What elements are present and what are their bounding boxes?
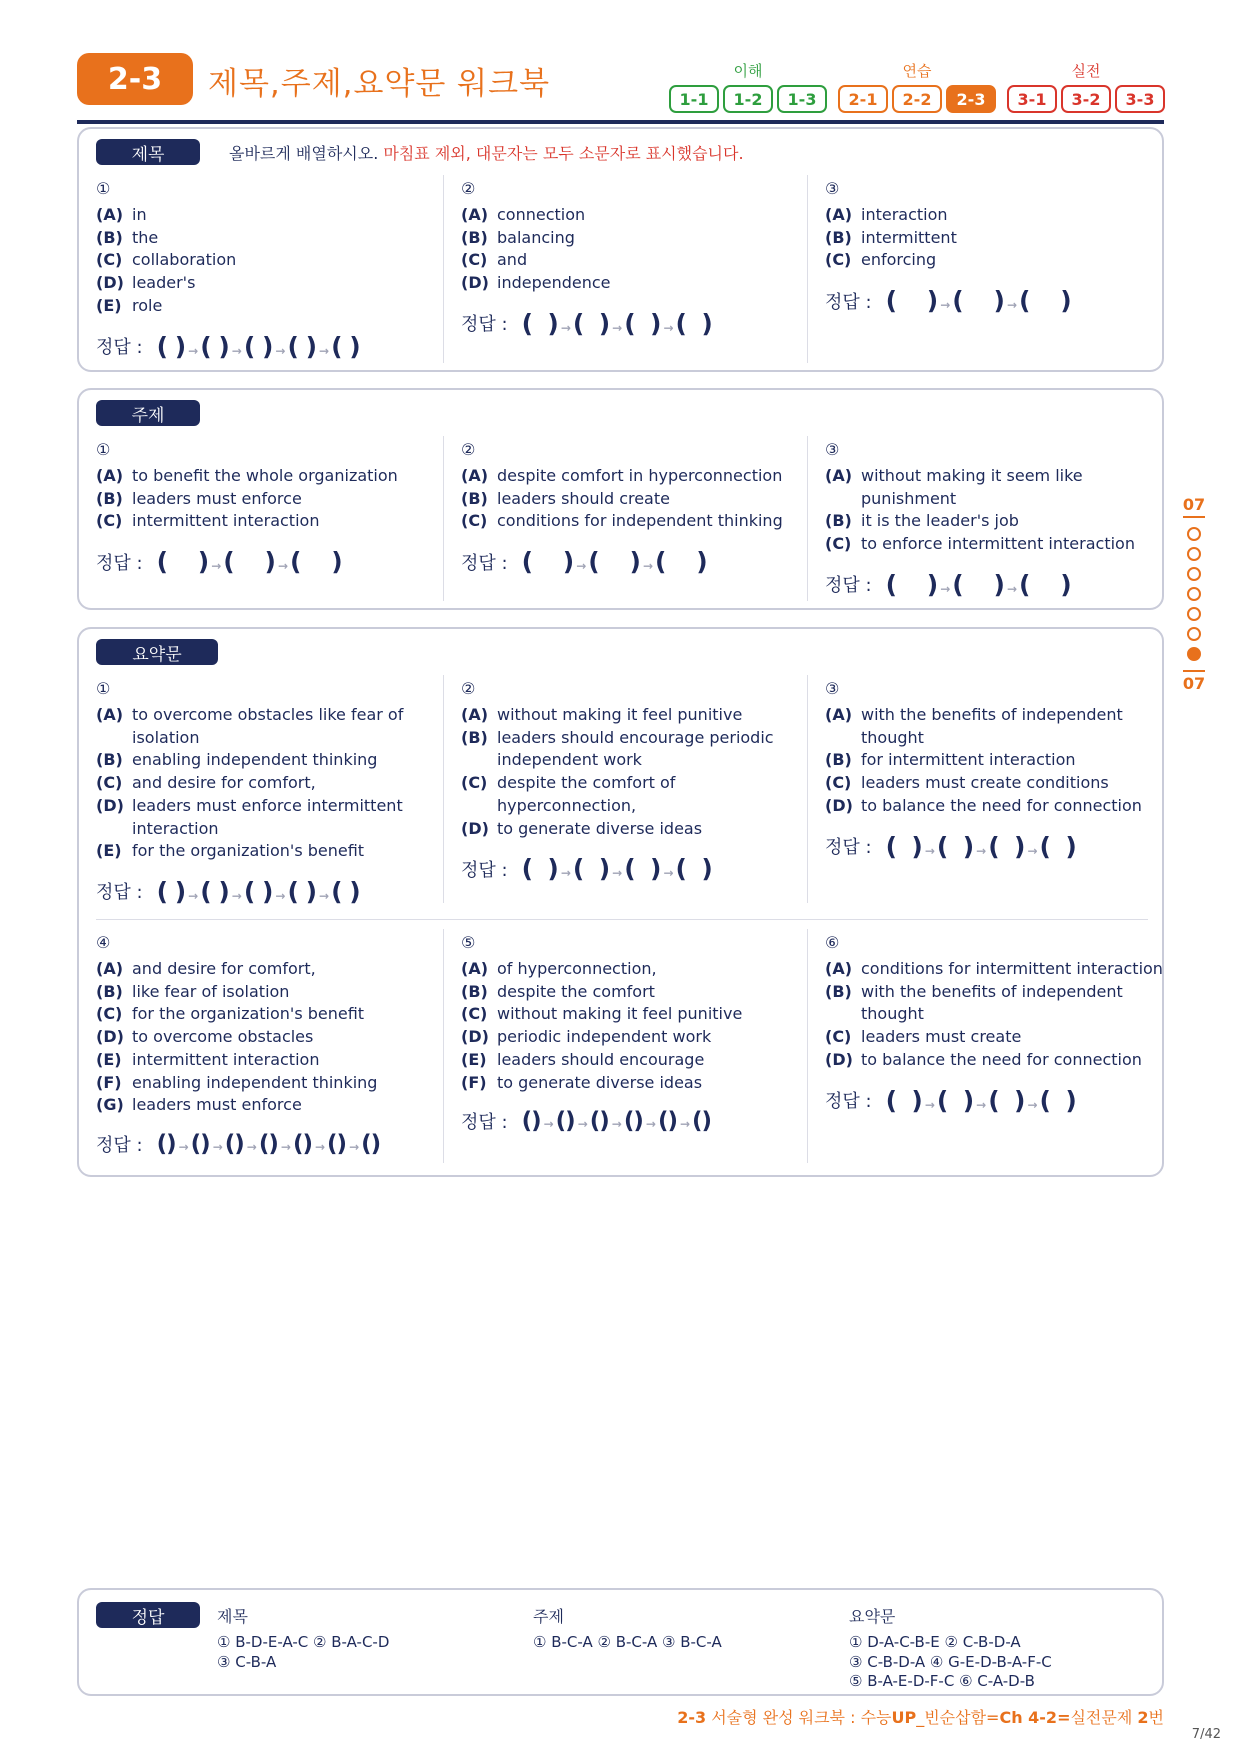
question-number: ④: [96, 933, 111, 952]
answer-label: 정답 :: [461, 552, 508, 574]
option-row: [825, 981, 1170, 1026]
tab-3-1[interactable]: 3-1: [1007, 85, 1057, 113]
option-row: [96, 204, 441, 227]
summary-question-6: [825, 933, 1170, 1115]
option-row: [825, 1026, 1170, 1049]
option-row: [96, 981, 441, 1004]
option-text: of hyperconnection,: [497, 959, 657, 978]
option-letter: (B): [825, 511, 852, 531]
option-text: and desire for comfort,: [132, 773, 316, 793]
option-letter: (C): [96, 1004, 123, 1024]
option-text: and: [497, 250, 528, 270]
option-row: [461, 981, 806, 1004]
option-row: [96, 295, 441, 318]
answer-area[interactable]: [825, 1086, 1170, 1115]
answer-blanks[interactable]: ( ) → ( ) → ( ) → ( ) → ( ): [156, 876, 360, 906]
footer-caption: [677, 1705, 1164, 1728]
option-letter: (A): [96, 466, 124, 485]
progress-dot[interactable]: [1187, 607, 1201, 621]
option-letter: (A): [825, 466, 853, 485]
option-row: [461, 1003, 806, 1026]
level-label: 실전: [1071, 62, 1101, 80]
option-text: periodic independent work: [497, 1027, 712, 1047]
option-letter: (B): [96, 227, 123, 247]
option-row: [96, 840, 441, 863]
option-row: [461, 1026, 806, 1049]
question-number: ①: [96, 679, 111, 698]
option-row: [825, 704, 1170, 749]
option-text: leaders must create conditions: [861, 773, 1109, 793]
option-row: [96, 249, 441, 272]
column-divider: [443, 436, 444, 601]
option-row: [96, 704, 441, 749]
option-text: in: [132, 205, 147, 224]
question-number: ⑤: [461, 933, 476, 952]
level-label: 이해: [733, 62, 763, 80]
answer-label: 정답 :: [96, 552, 143, 574]
option-text: for the organization's benefit: [132, 841, 365, 861]
answer-label: 정답 :: [96, 337, 143, 359]
footer-chapter: Ch 4-2=: [999, 1708, 1071, 1727]
answer-blanks[interactable]: ( ) → ( ) → ( ): [885, 286, 1071, 316]
lesson-badge: 2-3: [77, 53, 193, 105]
column-divider: [807, 675, 808, 903]
option-letter: (C): [461, 773, 488, 793]
option-row: [96, 1094, 441, 1117]
answer-blanks[interactable]: () → () → () → () → () → (): [521, 1108, 712, 1135]
option-text: without making it feel punitive: [497, 1004, 743, 1024]
option-text: leaders should create: [497, 488, 670, 508]
option-row: [461, 958, 806, 981]
option-text: for the organization's benefit: [132, 1004, 365, 1024]
option-row: [96, 510, 441, 533]
answer-key-heading: 주제: [533, 1607, 564, 1626]
option-text: leader's: [132, 273, 196, 293]
answer-key: [77, 1588, 1164, 1696]
option-text: like fear of isolation: [132, 981, 290, 1001]
answer-area[interactable]: [461, 309, 806, 338]
answer-label: 정답 :: [461, 859, 508, 881]
option-text: with the benefits of independent thought: [861, 981, 1123, 1024]
column-divider: [443, 929, 444, 1163]
option-letter: (E): [96, 1049, 122, 1069]
option-text: conditions for independent thinking: [497, 511, 783, 531]
footer-number: 2: [1137, 1708, 1149, 1727]
option-letter: (B): [96, 981, 123, 1001]
option-text: and desire for comfort,: [132, 959, 316, 978]
footer-text: 실전문제: [1070, 1708, 1138, 1727]
option-letter: (B): [825, 981, 852, 1001]
side-underline: [1183, 516, 1205, 518]
option-letter: (C): [825, 534, 852, 554]
section-tag-topic: 주제: [96, 400, 200, 426]
answer-area[interactable]: [825, 286, 1170, 315]
level-group-understand: [669, 60, 827, 113]
option-row: [461, 249, 806, 272]
header-rule: [77, 120, 1164, 124]
option-text: enabling independent thinking: [132, 750, 378, 770]
option-row: [825, 510, 1170, 533]
option-row: [96, 749, 441, 772]
option-letter: (C): [825, 250, 852, 270]
option-letter: (C): [461, 511, 488, 531]
option-letter: (B): [461, 981, 488, 1001]
option-text: it is the leader's job: [861, 511, 1019, 531]
answer-blanks[interactable]: ( ) → ( ) → ( ): [885, 569, 1071, 599]
option-letter: (A): [461, 466, 489, 485]
option-text: to generate diverse ideas: [497, 1072, 703, 1092]
option-text: to enforce intermittent interaction: [861, 534, 1135, 554]
answer-key-heading: 요약문: [849, 1607, 896, 1626]
option-letter: (B): [96, 488, 123, 508]
option-row: [96, 272, 441, 295]
tab-2-2[interactable]: 2-2: [892, 85, 942, 113]
topic-question-2: [461, 440, 806, 576]
answer-blanks[interactable]: ( ) → ( ) → ( ): [156, 547, 342, 577]
answer-key-tag: 정답: [96, 1602, 200, 1628]
tab-3-3[interactable]: 3-3: [1115, 85, 1165, 113]
option-letter: (E): [96, 295, 122, 315]
answer-key-line: ① B-C-A ② B-C-A ③ B-C-A: [533, 1633, 722, 1651]
answer-key-title: [217, 1604, 389, 1672]
column-divider: [807, 929, 808, 1163]
option-text: to balance the need for connection: [861, 795, 1142, 815]
topic-question-1: [96, 440, 441, 576]
footer-up: UP: [891, 1708, 917, 1727]
option-row: [461, 727, 806, 772]
option-letter: (A): [96, 205, 124, 224]
option-row: [96, 1072, 441, 1095]
option-row: [461, 818, 806, 841]
option-row: [96, 465, 441, 488]
level-group-practice: [838, 60, 996, 113]
option-text: to overcome obstacles like fear of isolation: [132, 705, 404, 747]
option-row: [461, 488, 806, 511]
answer-label: 정답 :: [461, 314, 508, 336]
side-page-number-top: 07: [1182, 495, 1206, 514]
option-letter: (A): [461, 959, 489, 978]
option-text: enabling independent thinking: [132, 1072, 378, 1092]
question-number: ⑥: [825, 933, 840, 952]
option-letter: (C): [825, 1027, 852, 1047]
progress-dot-active[interactable]: [1187, 647, 1201, 661]
option-letter: (D): [825, 795, 853, 815]
column-divider: [807, 175, 808, 363]
option-row: [461, 204, 806, 227]
option-text: conditions for intermittent interaction: [861, 959, 1163, 978]
option-text: with the benefits of independent thought: [861, 705, 1123, 747]
option-row: [96, 958, 441, 981]
answer-area[interactable]: [461, 547, 806, 576]
option-letter: (D): [96, 1027, 124, 1047]
option-letter: (C): [96, 250, 123, 270]
option-row: [461, 772, 806, 817]
option-text: leaders should encourage: [497, 1049, 705, 1069]
answer-area[interactable]: [96, 1131, 441, 1157]
question-number: ①: [96, 179, 111, 198]
answer-label: 정답 :: [825, 1091, 872, 1113]
option-letter: (A): [825, 205, 853, 224]
answer-label: 정답 :: [825, 837, 872, 859]
option-row: [96, 1003, 441, 1026]
option-letter: (A): [461, 205, 489, 224]
option-letter: (D): [96, 795, 124, 815]
option-letter: (D): [461, 818, 489, 838]
option-row: [825, 749, 1170, 772]
option-letter: (E): [461, 1049, 487, 1069]
option-letter: (D): [461, 273, 489, 293]
option-row: [825, 533, 1170, 556]
option-letter: (C): [96, 773, 123, 793]
option-text: despite comfort in hyperconnection: [497, 466, 783, 485]
option-row: [96, 1049, 441, 1072]
question-number: ②: [461, 679, 476, 698]
option-row: [461, 272, 806, 295]
answer-area[interactable]: [96, 547, 441, 576]
tab-1-3[interactable]: 1-3: [777, 85, 827, 113]
option-letter: (B): [825, 750, 852, 770]
footer-lesson: 2-3: [677, 1708, 707, 1727]
option-letter: (A): [96, 705, 124, 724]
instruction-note: 마침표 제외, 대문자는 모두 소문자로 표시했습니다.: [383, 144, 744, 163]
option-letter: (C): [825, 773, 852, 793]
option-text: for intermittent interaction: [861, 750, 1076, 770]
answer-area[interactable]: [96, 332, 441, 361]
option-row: [461, 704, 806, 727]
option-letter: (B): [825, 227, 852, 247]
option-letter: (G): [96, 1095, 124, 1115]
answer-blanks[interactable]: ( ) → ( ) → ( ) → ( ): [885, 831, 1076, 861]
answer-key-topic: [533, 1604, 722, 1653]
section-tag-title: 제목: [96, 139, 200, 165]
row-divider: [96, 919, 1148, 920]
option-text: leaders must enforce intermittent interaction: [132, 795, 403, 838]
level-label: 연습: [902, 62, 932, 80]
tab-1-2[interactable]: 1-2: [723, 85, 773, 113]
option-row: [461, 510, 806, 533]
topic-question-3: [825, 440, 1170, 599]
tab-1-1[interactable]: 1-1: [669, 85, 719, 113]
page-number: 7/42: [1191, 1727, 1221, 1742]
option-row: [825, 772, 1170, 795]
level-group-real: [1007, 60, 1165, 113]
column-divider: [443, 675, 444, 903]
option-text: despite the comfort: [497, 981, 655, 1001]
option-letter: (D): [825, 1049, 853, 1069]
answer-area[interactable]: [825, 832, 1170, 861]
answer-blanks[interactable]: ( ) → ( ) → ( ) → ( ): [521, 854, 712, 884]
side-page-number-bottom: 07: [1182, 674, 1206, 693]
answer-blanks[interactable]: ( ) → ( ) → ( ) → ( ): [521, 308, 712, 338]
answer-key-line: ⑤ B-A-E-D-F-C ⑥ C-A-D-B: [849, 1672, 1035, 1690]
option-text: role: [132, 295, 163, 315]
summary-question-3: [825, 679, 1170, 861]
option-text: leaders must create: [861, 1027, 1022, 1047]
title-question-3: [825, 179, 1170, 315]
option-row: [461, 1049, 806, 1072]
answer-label: 정답 :: [96, 1134, 143, 1156]
answer-blanks[interactable]: ( ) → ( ) → ( ) → ( ): [885, 1085, 1076, 1115]
option-letter: (D): [96, 273, 124, 293]
question-number: ②: [461, 440, 476, 459]
answer-label: 정답 :: [825, 575, 872, 597]
title-section: [77, 127, 1164, 372]
option-text: to overcome obstacles: [132, 1027, 314, 1047]
instruction: [229, 141, 744, 164]
side-underline: [1183, 670, 1205, 672]
option-text: independence: [497, 273, 611, 293]
option-letter: (F): [461, 1072, 487, 1092]
option-row: [825, 1049, 1170, 1072]
answer-area[interactable]: [825, 570, 1170, 599]
summary-question-2: [461, 679, 806, 883]
option-text: the: [132, 227, 159, 247]
option-row: [825, 795, 1170, 818]
column-divider: [807, 436, 808, 601]
side-progress-nav: [1180, 495, 1208, 693]
option-text: leaders must enforce: [132, 488, 302, 508]
footer-text: 서술형 완성 워크북 : 수능: [706, 1708, 892, 1727]
option-text: despite the comfort of hyperconnection,: [497, 773, 676, 815]
title-question-2: [461, 179, 806, 338]
answer-blanks[interactable]: ( ) → ( ) → ( ): [521, 547, 707, 577]
option-row: [96, 1026, 441, 1049]
option-row: [96, 488, 441, 511]
summary-question-1: [96, 679, 441, 906]
option-letter: (A): [825, 705, 853, 724]
option-row: [96, 227, 441, 250]
summary-question-5: [461, 933, 806, 1134]
progress-dot[interactable]: [1187, 627, 1201, 641]
question-number: ②: [461, 179, 476, 198]
option-letter: (C): [461, 250, 488, 270]
option-row: [96, 772, 441, 795]
summary-section: [77, 627, 1164, 1177]
option-text: to benefit the whole organization: [132, 466, 398, 485]
option-text: without making it seem like punishment: [861, 466, 1083, 508]
question-number: ③: [825, 440, 840, 459]
instruction-text: 올바르게 배열하시오.: [229, 144, 379, 163]
option-letter: (C): [461, 1004, 488, 1024]
question-number: ③: [825, 179, 840, 198]
option-text: intermittent: [861, 227, 957, 247]
answer-key-line: ③ C-B-A: [217, 1652, 277, 1671]
option-text: balancing: [497, 227, 575, 247]
option-letter: (D): [461, 1027, 489, 1047]
option-row: [825, 227, 1170, 250]
option-text: connection: [497, 205, 586, 224]
section-tag-summary: 요약문: [96, 639, 218, 665]
option-row: [825, 958, 1170, 981]
option-row: [461, 1072, 806, 1095]
footer-text: 번: [1148, 1708, 1164, 1727]
option-text: to generate diverse ideas: [497, 818, 703, 838]
option-row: [96, 795, 441, 840]
option-text: enforcing: [861, 250, 937, 270]
answer-label: 정답 :: [825, 291, 872, 313]
answer-key-line: ① D-A-C-B-E ② C-B-D-A: [849, 1633, 1021, 1651]
title-question-1: [96, 179, 441, 361]
question-number: ①: [96, 440, 111, 459]
question-number: ③: [825, 679, 840, 698]
summary-question-4: [96, 933, 441, 1157]
option-letter: (F): [96, 1072, 122, 1092]
tab-3-2[interactable]: 3-2: [1061, 85, 1111, 113]
column-divider: [443, 175, 444, 363]
option-row: [461, 227, 806, 250]
topic-section: [77, 388, 1164, 610]
answer-label: 정답 :: [96, 882, 143, 904]
answer-area[interactable]: [96, 877, 441, 906]
answer-key-summary: [849, 1604, 1052, 1692]
footer-text: _빈순삽함=: [916, 1708, 1000, 1727]
option-text: to balance the need for connection: [861, 1049, 1142, 1069]
tab-2-1[interactable]: 2-1: [838, 85, 888, 113]
answer-blanks[interactable]: ( ) → ( ) → ( ) → ( ) → ( ): [156, 331, 360, 361]
option-letter: (B): [461, 727, 488, 747]
option-letter: (B): [461, 488, 488, 508]
answer-area[interactable]: [461, 1108, 806, 1134]
option-text: collaboration: [132, 250, 237, 270]
option-text: intermittent interaction: [132, 1049, 320, 1069]
option-text: leaders should encourage periodic independent work: [497, 727, 774, 770]
page-title: 제목,주제,요약문 워크북: [208, 66, 551, 102]
answer-key-heading: 제목: [217, 1607, 248, 1626]
progress-dot[interactable]: [1187, 567, 1201, 581]
progress-dot[interactable]: [1187, 587, 1201, 601]
tab-2-3[interactable]: 2-3: [946, 85, 996, 113]
answer-key-line: ① B-D-E-A-C ② B-A-C-D: [217, 1633, 390, 1651]
answer-blanks[interactable]: () → () → () → () → () → () → (): [156, 1130, 381, 1157]
option-text: intermittent interaction: [132, 511, 320, 531]
option-text: interaction: [861, 205, 948, 224]
option-row: [461, 465, 806, 488]
option-letter: (A): [461, 705, 489, 724]
option-text: without making it feel punitive: [497, 705, 743, 724]
progress-dot[interactable]: [1187, 527, 1201, 541]
option-row: [825, 465, 1170, 510]
option-text: leaders must enforce: [132, 1095, 302, 1115]
option-row: [825, 204, 1170, 227]
option-letter: (A): [825, 959, 853, 978]
answer-area[interactable]: [461, 854, 806, 883]
progress-dot[interactable]: [1187, 547, 1201, 561]
option-letter: (B): [96, 750, 123, 770]
option-letter: (A): [96, 959, 124, 978]
option-row: [825, 249, 1170, 272]
option-letter: (C): [96, 511, 123, 531]
option-letter: (B): [461, 227, 488, 247]
option-letter: (E): [96, 841, 122, 861]
answer-label: 정답 :: [461, 1112, 508, 1134]
answer-key-line: ③ C-B-D-A ④ G-E-D-B-A-F-C: [849, 1652, 1052, 1671]
